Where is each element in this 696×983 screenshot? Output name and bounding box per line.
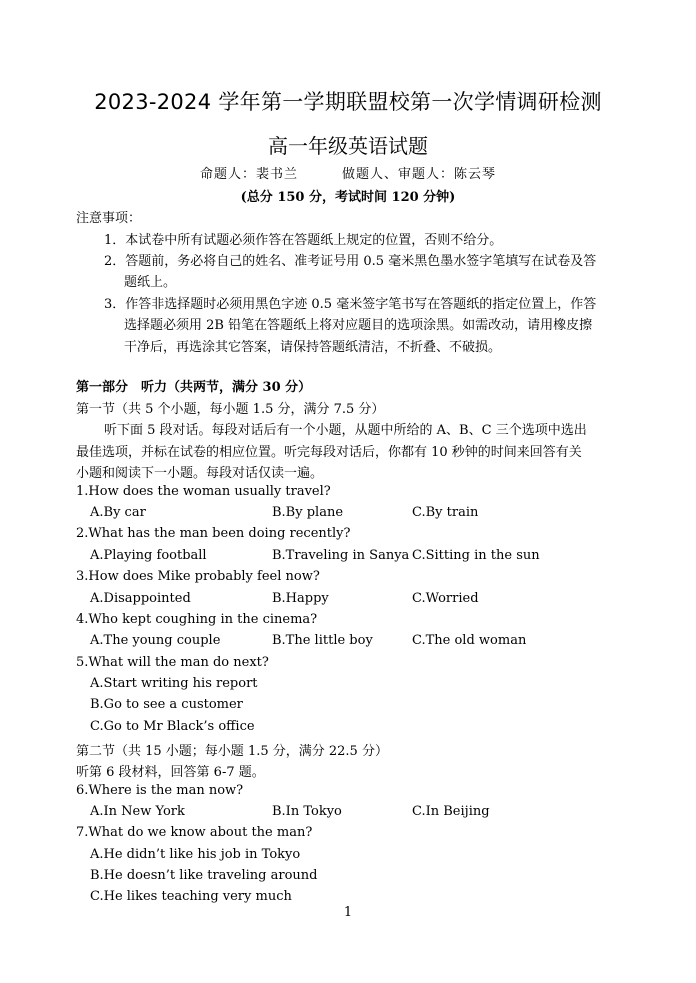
option-2a: A.Playing football — [90, 548, 207, 563]
question-7: 7.What do we know about the man? — [76, 825, 313, 840]
question-5: 5.What will the man do next? — [76, 655, 269, 670]
authors-line — [0, 163, 696, 182]
section2-heading: 第二节（共 15 小题；每小题 1.5 分，满分 22.5 分） — [76, 744, 388, 759]
option-6b: B.In Tokyo — [272, 804, 342, 819]
question-1: 1.How does the woman usually travel? — [76, 484, 331, 499]
question-2: 2.What has the man been doing recently? — [76, 526, 351, 541]
option-4b: B.The little boy — [272, 633, 373, 648]
note-item-3c: 干净后，再选涂其它答案，请保持答题纸清洁，不折叠、不破损。 — [124, 340, 502, 355]
option-3a: A.Disappointed — [90, 591, 191, 606]
option-5c: C.Go to Mr Black’s office — [90, 719, 255, 734]
option-2c: C.Sitting in the sun — [412, 548, 540, 563]
exam-title: 2023-2024 学年第一学期联盟校第一次学情调研检测 — [94, 90, 602, 114]
option-6a: A.In New York — [90, 804, 185, 819]
option-4c: C.The old woman — [412, 633, 527, 648]
section1-heading: 第一节（共 5 个小题，每小题 1.5 分，满分 7.5 分） — [76, 402, 385, 417]
option-1a: A.By car — [90, 505, 146, 520]
instructions-b: 最佳选项，并标在试卷的相应位置。听完每段对话后，你都有 10 秒钟的时间来回答有关 — [76, 445, 582, 460]
reviewer-label: 做题人、审题人：陈云琴 — [342, 167, 497, 182]
question-4: 4.Who kept coughing in the cinema? — [76, 612, 318, 627]
note-item-1: 1．本试卷中所有试题必须作答在答题纸上规定的位置，否则不给分。 — [104, 233, 503, 248]
note-item-2b: 题纸上。 — [124, 275, 177, 290]
option-4a: A.The young couple — [90, 633, 221, 648]
option-3b: B.Happy — [272, 591, 329, 606]
option-5b: B.Go to see a customer — [90, 697, 243, 712]
material-6-label: 听第 6 段材料，回答第 6-7 题。 — [76, 765, 265, 780]
option-7a: A.He didn’t like his job in Tokyo — [90, 847, 301, 862]
question-3: 3.How does Mike probably feel now? — [76, 569, 320, 584]
option-7b: B.He doesn’t like traveling around — [90, 868, 318, 883]
option-3c: C.Worried — [412, 591, 479, 606]
exam-subtitle: 高一年级英语试题 — [268, 134, 428, 158]
note-item-3a: 3．作答非选择题时必须用黑色字迹 0.5 毫米签字笔书写在答题纸的指定位置上，作答 — [104, 297, 597, 312]
part1-heading: 第一部分 听力（共两节，满分 30 分） — [76, 380, 312, 395]
instructions-a: 听下面 5 段对话。每段对话后有一个小题，从题中所给的 A、B、C 三个选项中选出 — [104, 423, 587, 438]
page-number: 1 — [343, 905, 353, 920]
note-item-3b: 选择题必须用 2B 铅笔在答题纸上将对应题目的选项涂黑。如需改动，请用橡皮擦 — [124, 318, 593, 333]
notes-heading: 注意事项： — [76, 211, 142, 226]
option-6c: C.In Beijing — [412, 804, 490, 819]
option-1c: C.By train — [412, 505, 479, 520]
instructions-c: 小题和阅读下一小题。每段对话仅读一遍。 — [76, 466, 324, 481]
option-1b: B.By plane — [272, 505, 344, 520]
score-info: (总分 150 分，考试时间 120 分钟) — [240, 190, 456, 205]
question-6: 6.Where is the man now? — [76, 783, 244, 798]
option-7c: C.He likes teaching very much — [90, 889, 292, 904]
note-item-2a: 2．答题前，务必将自己的姓名、准考证号用 0.5 毫米黑色墨水签字笔填写在试卷及答 — [104, 254, 597, 269]
author-label: 命题人：裴书兰 — [199, 167, 298, 182]
option-2b: B.Traveling in Sanya — [272, 548, 410, 563]
option-5a: A.Start writing his report — [90, 676, 258, 691]
